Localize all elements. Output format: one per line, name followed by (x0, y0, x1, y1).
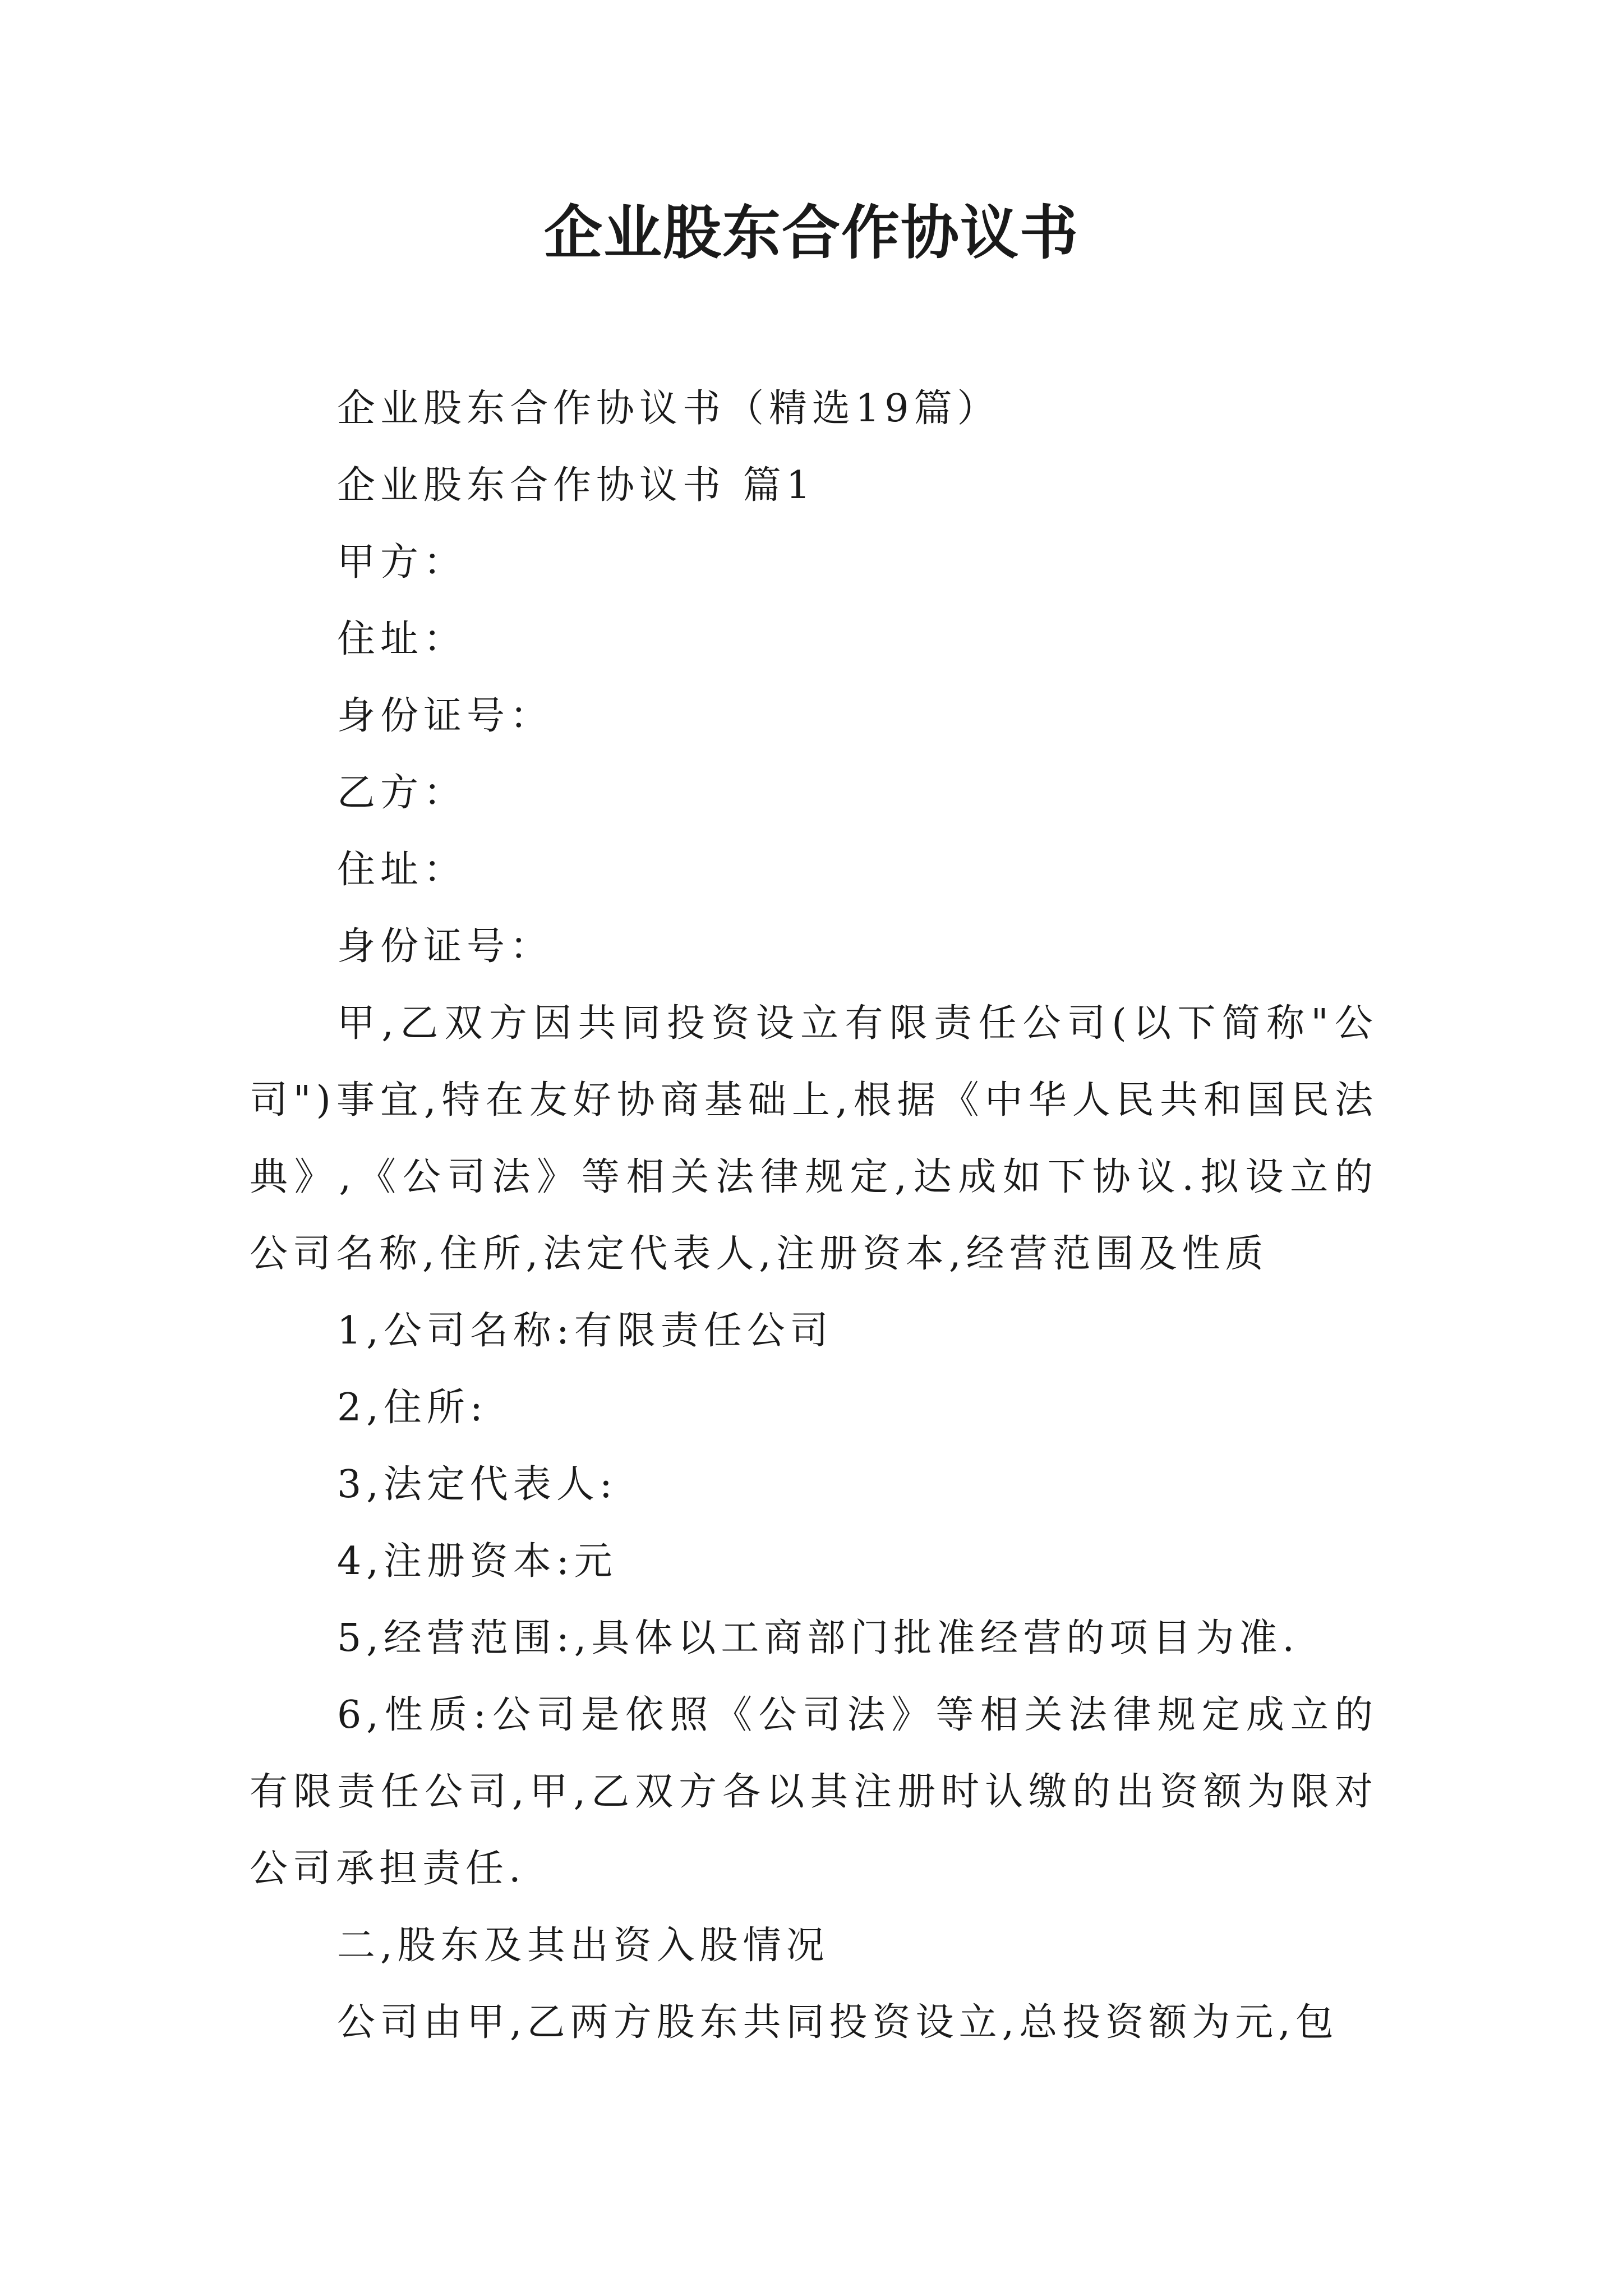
list-item: 1,公司名称:有限责任公司 (337, 1309, 833, 1353)
body-paragraph: 公司由甲,乙两方股东共同投资设立,总投资额为元,包 (337, 2000, 1339, 2045)
section-heading: 企业股东合作协议书 篇1 (337, 463, 815, 508)
party-b-address-label: 住址： (337, 848, 467, 892)
subtitle-paragraph: 企业股东合作协议书（精选19篇） (337, 386, 1000, 431)
list-item: 2,住所: (337, 1386, 488, 1430)
document-title: 企业股东合作协议书 (543, 198, 1079, 267)
party-a-id-label: 身份证号： (337, 694, 554, 738)
body-paragraph: 甲,乙双方因共同投资设立有限责任公司(以下简称"公司")事宜,特在友好协商基础上,根据《中华人民共和国民法典》,《公司法》等相关法律规定,达成如下协议.拟设立的公司名称,住所,法定代表人,注册资本,经营范围及性质 (250, 1001, 1378, 1276)
party-a-label: 甲方： (337, 540, 467, 585)
party-a-address-label: 住址： (337, 617, 467, 661)
party-b-label: 乙方： (337, 771, 467, 815)
list-item: 3,法定代表人: (337, 1462, 617, 1507)
list-item: 6,性质:公司是依照《公司法》等相关法律规定成立的有限责任公司,甲,乙双方各以其注册时认缴的出资额为限对公司承担责任. (250, 1693, 1378, 1891)
document-body (250, 370, 1378, 2061)
section-heading: 二,股东及其出资入股情况 (337, 1924, 829, 1968)
list-item: 5,经营范围:,具体以工商部门批准经营的项目为准. (337, 1616, 1300, 1660)
list-item: 4,注册资本:元 (337, 1539, 617, 1584)
party-b-id-label: 身份证号： (337, 924, 554, 969)
